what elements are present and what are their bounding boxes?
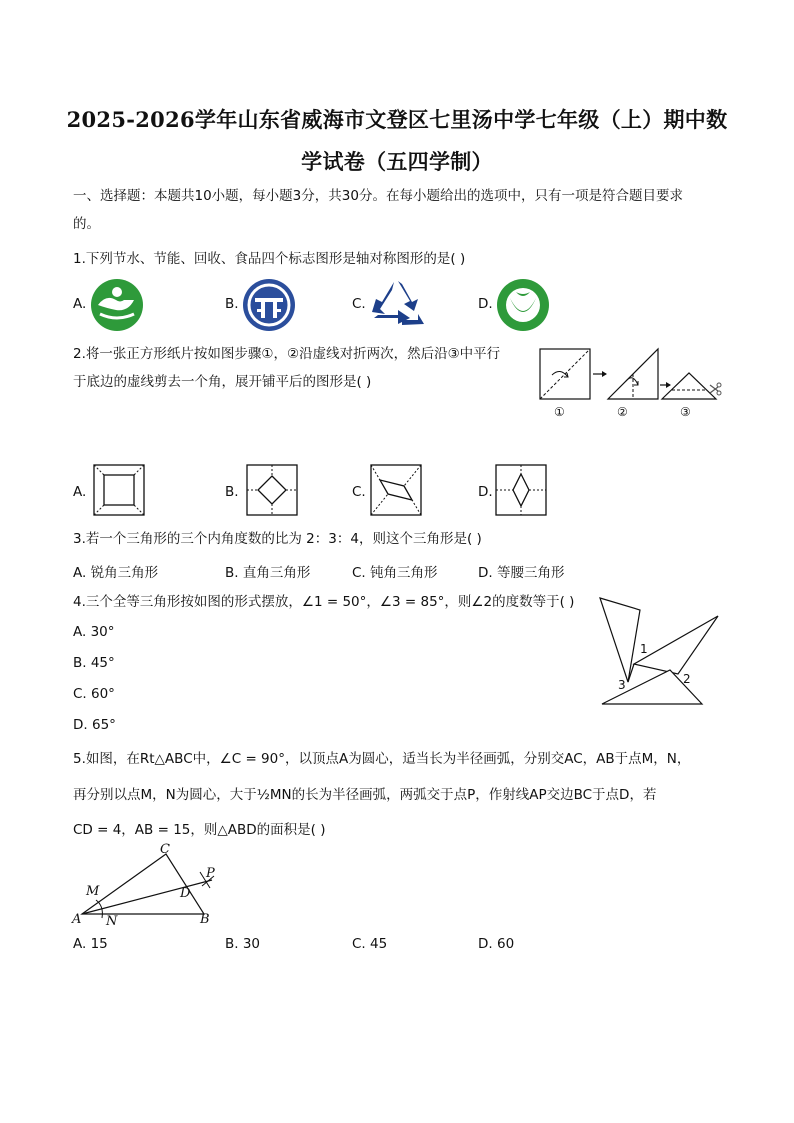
q4-option-a: A. 30° xyxy=(73,624,115,640)
q4-triangles-figure xyxy=(598,592,722,708)
q5-stem-line3: CD = 4，AB = 15，则△ABD的面积是( ) xyxy=(73,822,326,838)
q2-step-label-3: ③ xyxy=(680,405,691,419)
q5-option-a: A. 15 xyxy=(73,936,108,952)
q5-option-c: C. 45 xyxy=(352,936,388,952)
q2-step-label-2: ② xyxy=(617,405,628,419)
section-instructions-line1: 一、选择题：本题共10小题，每小题3分，共30分。在每小题给出的选项中，只有一项是符合题目要求 xyxy=(73,188,683,204)
q1-option-c-label: C. xyxy=(352,296,366,312)
q4-angle-label-1: 1 xyxy=(640,642,648,656)
q2-option-a-label: A. xyxy=(73,484,87,500)
q2-option-d-label: D. xyxy=(478,484,493,500)
q2-stem-line1: 2.将一张正方形纸片按如图步骤①，②沿虚线对折两次，然后沿③中平行 xyxy=(73,346,501,362)
q2-option-b-label: B. xyxy=(225,484,239,500)
q5-label-p: P xyxy=(206,866,215,881)
q4-option-c: C. 60° xyxy=(73,686,115,702)
q1-stem: 1.下列节水、节能、回收、食品四个标志图形是轴对称图形的是( ) xyxy=(73,251,466,267)
q5-label-b: B xyxy=(200,912,210,927)
q4-option-d: D. 65° xyxy=(73,717,116,733)
q2-option-a-figure xyxy=(93,464,145,516)
q5-option-b: B. 30 xyxy=(225,936,261,952)
q1-option-a-label: A. xyxy=(73,296,87,312)
q5-label-c: C xyxy=(160,842,170,857)
q5-stem-line2: 再分别以点M，N为圆心，大于½MN的长为半径画弧，两弧交于点P，作射线AP交边BC于点D，若 xyxy=(73,787,657,803)
q2-folding-steps-figure xyxy=(538,345,722,425)
q2-option-c-figure xyxy=(370,464,422,516)
q2-option-b-figure xyxy=(246,464,298,516)
green-food-logo-icon xyxy=(496,278,550,332)
q2-option-c-label: C. xyxy=(352,484,366,500)
energy-saving-logo-icon xyxy=(242,278,296,332)
q5-label-m: M xyxy=(86,884,100,899)
recycle-logo-icon xyxy=(368,278,428,328)
q4-angle-label-2: 2 xyxy=(683,672,691,686)
q2-option-d-figure xyxy=(495,464,547,516)
q3-option-b: B. 直角三角形 xyxy=(225,565,311,581)
water-saving-logo-icon xyxy=(90,278,144,332)
page-title-line1: 2025-2026学年山东省威海市文登区七里汤中学七年级（上）期中数 xyxy=(66,107,728,132)
q3-option-c: C. 钝角三角形 xyxy=(352,565,438,581)
q5-option-d: D. 60 xyxy=(478,936,515,952)
section-instructions-line2: 的。 xyxy=(73,216,100,232)
q1-option-d-label: D. xyxy=(478,296,493,312)
q2-step-label-1: ① xyxy=(554,405,565,419)
page-title-line2: 学试卷（五四学制） xyxy=(301,149,493,174)
q3-option-d: D. 等腰三角形 xyxy=(478,565,565,581)
q2-stem-line2: 于底边的虚线剪去一个角，展开铺平后的图形是( ) xyxy=(73,374,372,390)
q4-stem: 4.三个全等三角形按如图的形式摆放，∠1 = 50°，∠3 = 85°，则∠2的度数等于( ) xyxy=(73,594,575,610)
q3-option-a: A. 锐角三角形 xyxy=(73,565,159,581)
q1-option-b-label: B. xyxy=(225,296,239,312)
q5-stem-line1: 5.如图，在Rt△ABC中，∠C = 90°，以顶点A为圆心，适当长为半径画弧，分别交AC，AB于点M，N， xyxy=(73,751,691,767)
q4-option-b: B. 45° xyxy=(73,655,115,671)
q4-angle-label-3: 3 xyxy=(618,678,626,692)
q5-label-a: A xyxy=(72,912,82,927)
q3-stem: 3.若一个三角形的三个内角度数的比为 2：3：4，则这个三角形是( ) xyxy=(73,531,482,547)
section-heading xyxy=(73,186,683,206)
q5-label-n: N xyxy=(106,914,118,929)
q5-label-d: D xyxy=(180,886,191,901)
